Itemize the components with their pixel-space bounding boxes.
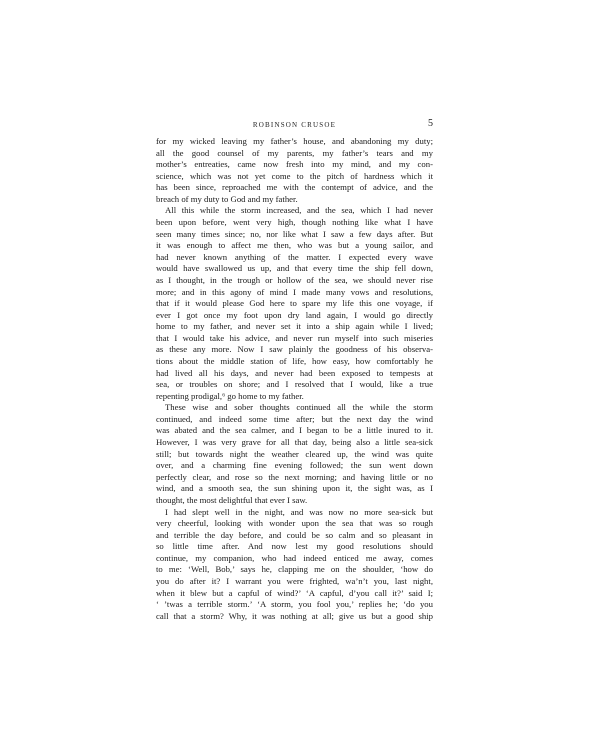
text-line: as these any more. Now I saw plainly the goodness of his observa-: [156, 344, 433, 355]
text-line: so little time after. And now lest my good resolutions should: [156, 541, 433, 552]
text-line: home to my father, and never set it into a ship again while I lived;: [156, 321, 433, 332]
text-line: that I would take his advice, and never run myself into such miseries: [156, 332, 433, 343]
text-line: has been since, reproached me with the contempt of advice, and the: [156, 182, 433, 193]
text-line: sea, or troubles on shore; and I resolved that I would, like a true: [156, 379, 433, 390]
text-line: repenting prodigal,⁶ go home to my father.: [156, 390, 304, 401]
text-line: tions about the middle station of life, how easy, how comfortably he: [156, 355, 433, 366]
running-title: ROBINSON CRUSOE: [252, 121, 337, 129]
text-line: been upon before, went very high, though nothing like what I have: [156, 217, 433, 228]
text-line: would have swallowed us up, and that every time the ship fell down,: [156, 263, 433, 274]
text-line: mother’s entreaties, came now fresh into my mind, and my con-: [156, 159, 433, 170]
text-line: continued, and indeed some time after; but the next day the wind: [156, 413, 433, 424]
text-line: seen many times since; no, nor like what I saw a few days after. But: [156, 228, 433, 239]
text-line: wind, and a smooth sea, the sun shining upon it, the sight was, as I: [156, 483, 433, 494]
text-line: ever I got once my foot upon dry land again, I would go directly: [156, 309, 433, 320]
text-line: breach of my duty to God and my father.: [156, 193, 298, 204]
book-page: [156, 118, 433, 622]
text-line: as I thought, in the trough or hollow of the sea, we should never rise: [156, 274, 433, 285]
text-line: when it blew but a capful of wind?’ ‘A capful, d’you call it?’ said I;: [156, 587, 433, 598]
text-line: thought, the most delightful that ever I saw.: [156, 494, 308, 505]
text-line: that if it would please God here to spare my life this one voyage, if: [156, 298, 433, 309]
text-line: call that a storm? Why, it was nothing at all; give us but a good ship: [156, 610, 433, 621]
text-line: I had slept well in the night, and was now no more sea-sick but: [165, 506, 433, 517]
text-line: you do after it? I warrant you were frighted, wa’n’t you, last night,: [156, 575, 433, 586]
text-line: However, I was very grave for all that day, being also a little sea-sick: [156, 437, 433, 448]
text-line: for my wicked leaving my father’s house, and abandoning my duty;: [156, 136, 433, 146]
text-line: All this while the storm increased, and the sea, which I had never: [165, 205, 433, 216]
text-line: still; but towards night the weather cleared up, the wind was quite: [156, 448, 433, 459]
text-line: continue, my companion, who had indeed enticed me away, comes: [156, 552, 433, 563]
text-line: had never known anything of the matter. I expected every wave: [156, 251, 433, 262]
text-line: perfectly clear, and rose so the next morning; and having little or no: [156, 471, 433, 482]
text-line: and terrible the day before, and could be so calm and so pleasant in: [156, 529, 433, 540]
text-line: very cheerful, looking with wonder upon the sea that was so rough: [156, 518, 433, 529]
text-line: was abated and the sea calmer, and I began to be a little inured to it.: [156, 425, 433, 436]
running-head: [156, 118, 433, 132]
body-text: [156, 136, 433, 622]
text-line: science, which was not yet come to the pitch of hardness which it: [156, 170, 433, 181]
text-line: ‘ ’twas a terrible storm.’ ‘A storm, you fool you,’ replies he; ‘do you: [156, 599, 433, 610]
text-line: it was enough to affect me then, who was but a young sailor, and: [156, 240, 433, 251]
paragraph: [156, 136, 433, 205]
paragraph: [156, 402, 433, 506]
paragraph: [156, 507, 433, 623]
text-line: more; and in this agony of mind I made many vows and resolutions,: [156, 286, 433, 297]
text-line: had lived all his days, and never had been exposed to tempests at: [156, 367, 433, 378]
paragraph: [156, 205, 433, 402]
text-line: all the good counsel of my parents, my father’s tears and my: [156, 147, 433, 158]
text-line: over, and a charming fine evening followed; the sun went down: [156, 460, 433, 471]
page-number: 5: [428, 118, 433, 129]
text-line: to me: ‘Well, Bob,’ says he, clapping me on the shoulder, ‘how do: [156, 564, 433, 575]
text-line: These wise and sober thoughts continued all the while the storm: [165, 402, 433, 413]
